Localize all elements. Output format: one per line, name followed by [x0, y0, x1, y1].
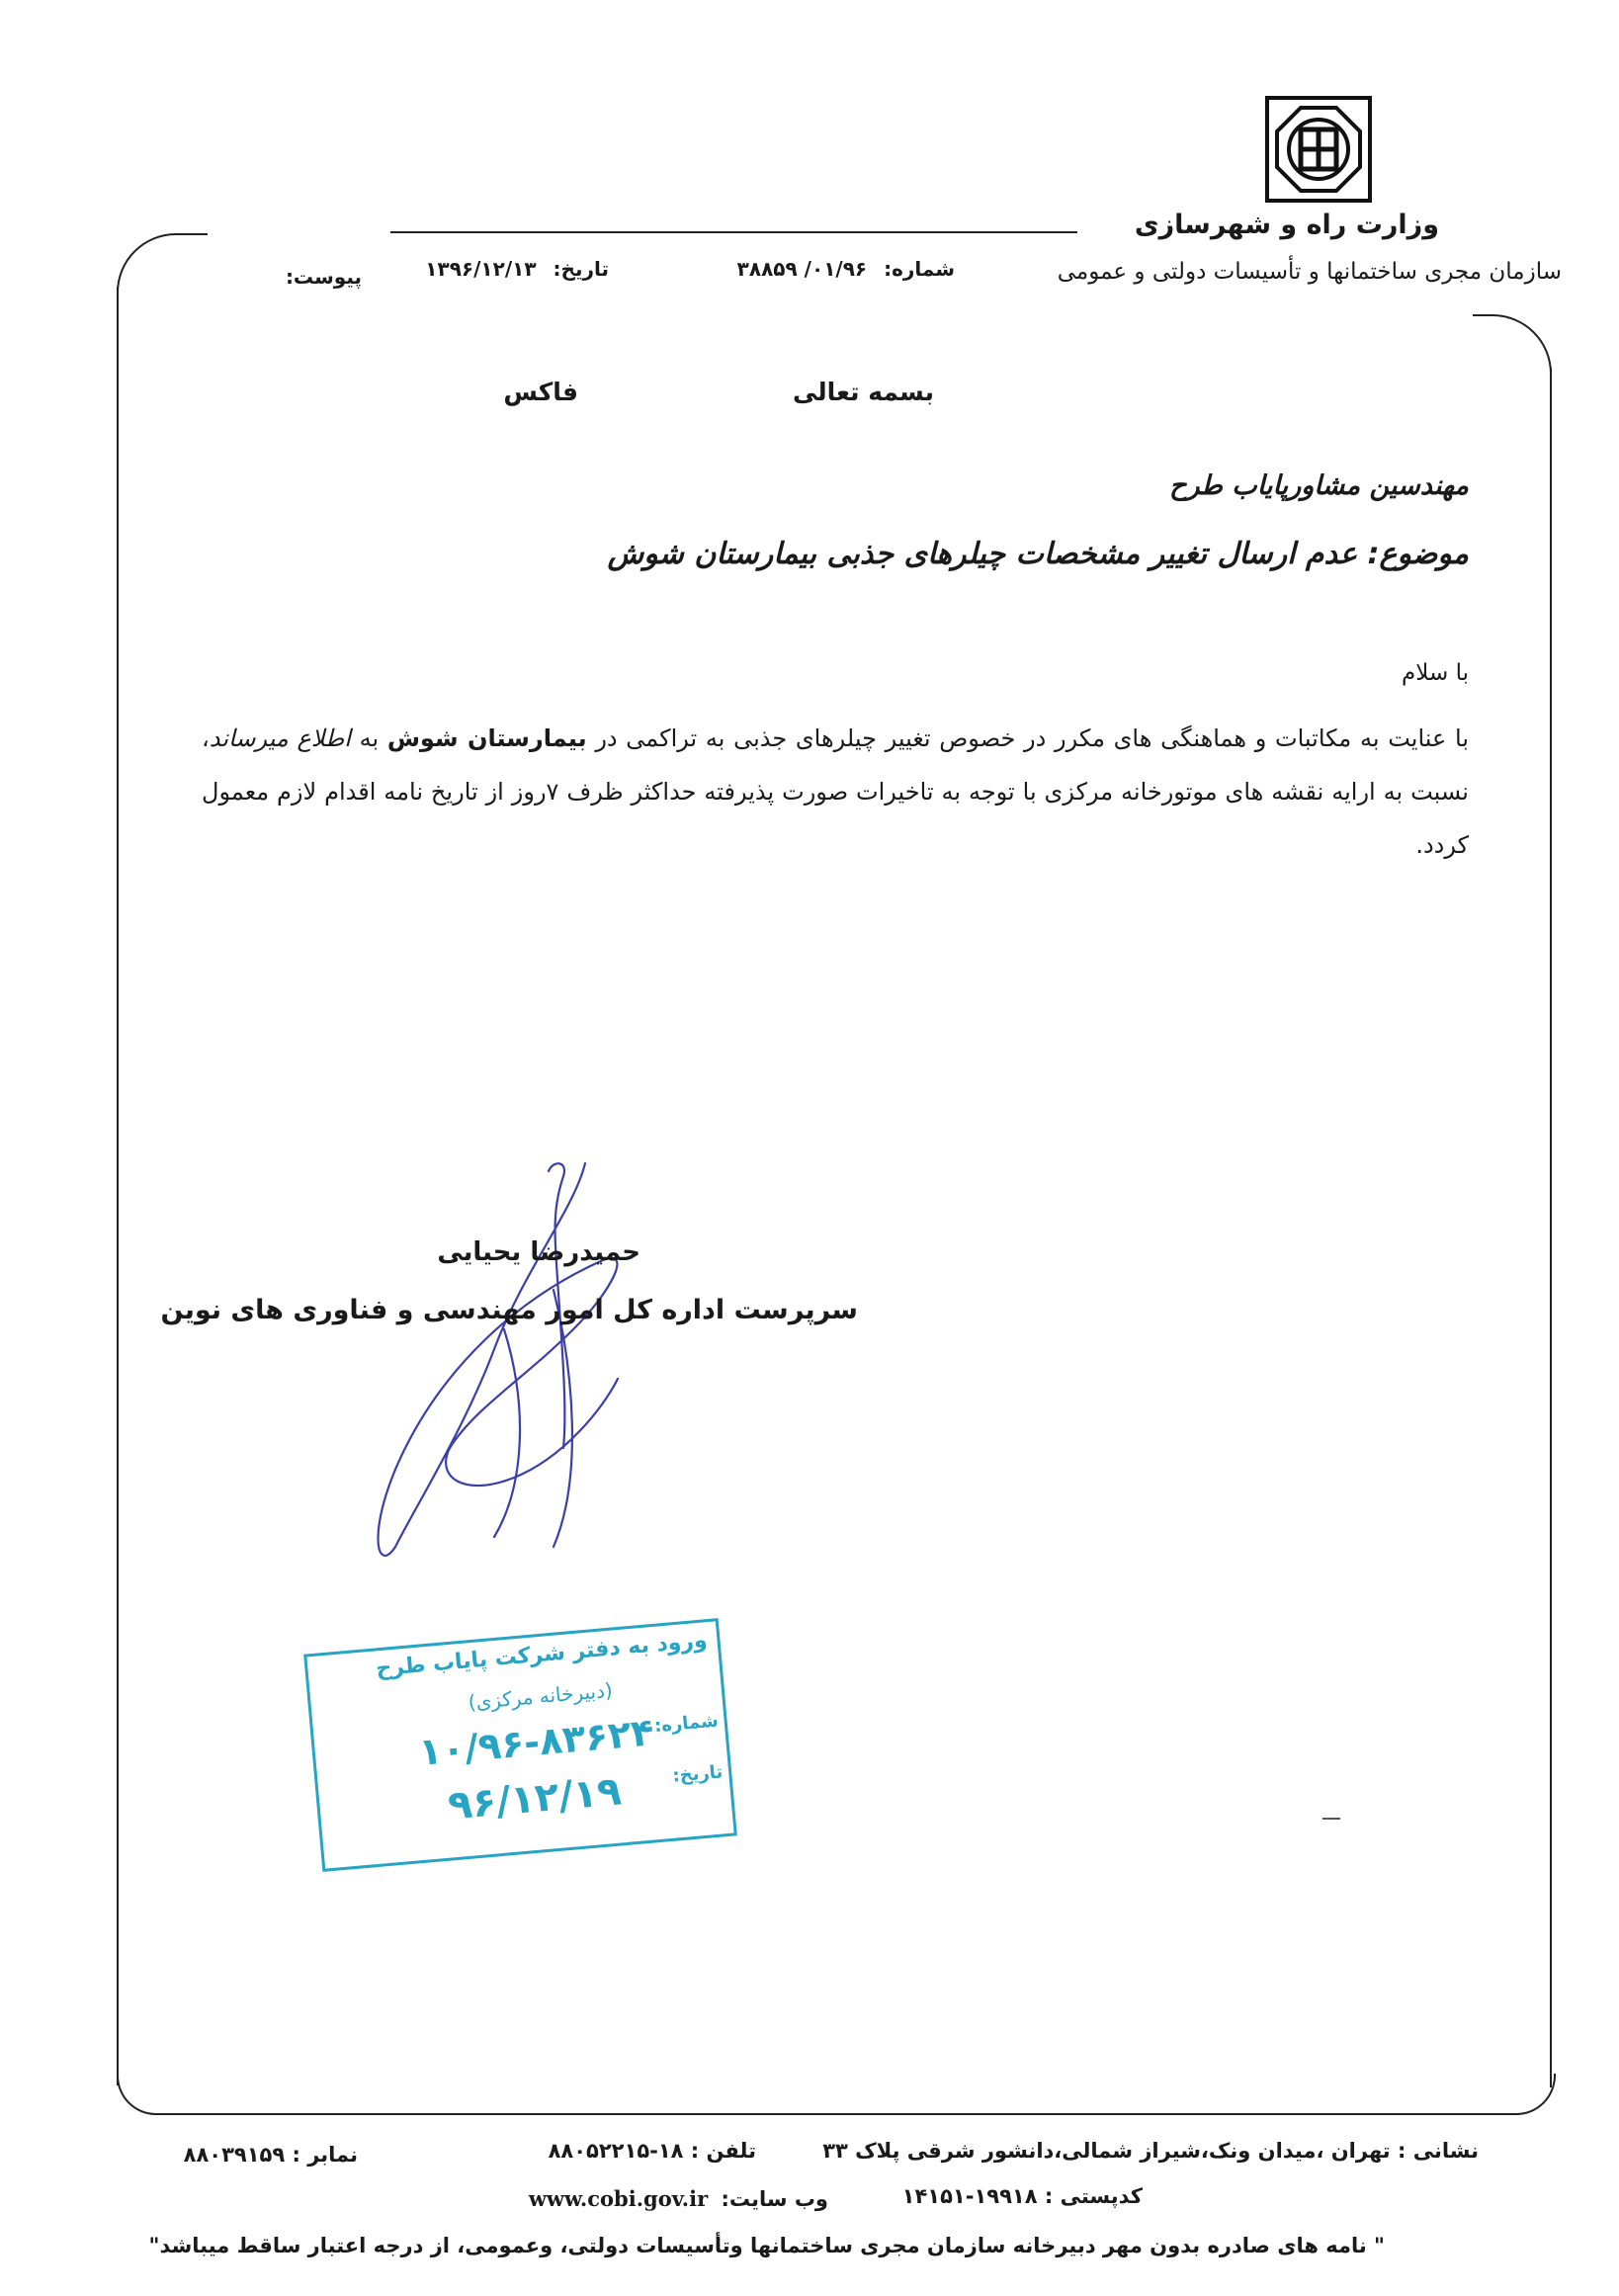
attachment-label: پیوست: [285, 265, 362, 289]
dash-mark [1322, 1818, 1340, 1820]
letter-date-value: ۱۳۹۶/۱۲/۱۳ [425, 257, 537, 281]
besmeh-heading: بسمه تعالی [792, 378, 934, 406]
frame-corner-top-left [117, 233, 208, 295]
footer-website [529, 2186, 828, 2211]
letter-date [425, 257, 609, 281]
subject-line: موضوع: عدم ارسال تغییر مشخصات چیلرهای جذبی بیمارستان شوش [607, 537, 1469, 571]
frame-left-edge [117, 287, 119, 2085]
footer-address: نشانی : تهران ،میدان ونک،شیراز شمالی،دانشور شرقی پلاک ۳۳ [822, 2139, 1479, 2163]
footer-website-label: وب سایت: [721, 2187, 828, 2211]
body-part-2: به [350, 724, 387, 752]
letter-body [202, 712, 1469, 872]
footer-postal-code: کدپستی : ۱۹۹۱۸-۱۴۱۵۱ [901, 2184, 1143, 2208]
stamp-date-label: تاریخ: [671, 1761, 724, 1787]
footer-validity-note: " نامه های صادره بدون مهر دبیرخانه سازمان مجری ساختمانها وتأسیسات دولتی، وعمومی، از درجه اعتبار ساقط میباشد" [148, 2234, 1385, 2257]
frame-right-edge [1550, 368, 1552, 2087]
footer-phone: تلفن : ۱۸-۸۸۰۵۲۲۱۵ [548, 2139, 756, 2163]
stamp-number-label: شماره: [653, 1710, 720, 1738]
stamp-number-value: ۱۰/۹۶-۸۳۶۲۴ [416, 1710, 656, 1774]
body-part-3: ، نسبت به ارایه نقشه های موتورخانه مرکزی با توجه به تاخیرات صورت پذیرفته حداکثر ظرف ۷روز از تاریخ نامه اقدام لازم معمول کردد. [202, 724, 1469, 859]
frame-corner-top-right [1473, 314, 1552, 376]
stamp-date-value: ۹۶/۱۲/۱۹ [446, 1768, 624, 1829]
signer-name: حمیدرضا یحیایی [437, 1237, 640, 1267]
letter-number-label: شماره: [884, 257, 955, 281]
footer-fax: نمابر : ۸۸۰۳۹۱۵۹ [183, 2143, 358, 2167]
stamp-subtitle: (دبیرخانه مرکزی) [467, 1677, 614, 1715]
fax-heading: فاکس [503, 378, 578, 406]
header-divider [390, 231, 1077, 233]
ministry-name: وزارت راه و شهرسازی [1134, 210, 1439, 240]
letter-date-label: تاریخ: [553, 257, 609, 281]
footer-website-link[interactable]: www.cobi.gov.ir [528, 2186, 709, 2211]
organization-name: سازمان مجری ساختمانها و تأسیسات دولتی و عمومی [1057, 259, 1562, 285]
letter-number [737, 257, 955, 281]
body-hospital-name: بیمارستان شوش [386, 724, 587, 752]
greeting: با سلام [1402, 660, 1469, 686]
letter-number-value: ۰۱/۹۶/ ۳۸۸۵۹ [736, 257, 868, 281]
frame-bottom-edge [117, 2074, 1556, 2115]
stamp-title: ورود به دفتر شرکت پایاب طرح [375, 1628, 709, 1682]
handwritten-signature [356, 1151, 672, 1567]
body-part-1: با عنایت به مکاتبات و هماهنگی های مکرر در خصوص تغییر چیلرهای جذبی به تراکمی در [586, 724, 1469, 752]
signer-title: سرپرست اداره کل امور مهندسی و فناوری های نوین [160, 1295, 858, 1325]
body-inform-phrase: اطلاع میرساند [209, 724, 351, 752]
ministry-emblem-icon [1265, 96, 1372, 203]
recipient: مهندسین مشاورپایاب طرح [1169, 470, 1469, 501]
receipt-stamp [303, 1618, 737, 1872]
